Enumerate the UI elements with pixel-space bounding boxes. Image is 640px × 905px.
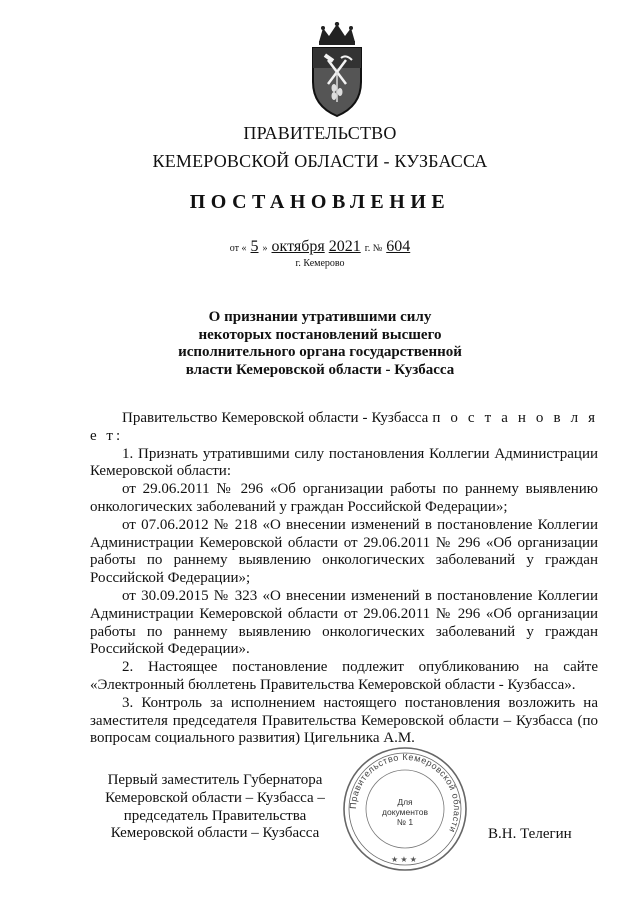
signatory-position-line: Первый заместитель Губернатора [107, 772, 323, 788]
signatory-position-line: Кемеровской области – Кузбасса [110, 825, 320, 842]
document-body [90, 410, 598, 748]
title-line: власти Кемеровской области - Кузбасса [185, 361, 455, 378]
government-name-line2: КЕМЕРОВСКОЙ ОБЛАСТИ - КУЗБАССА [152, 151, 488, 171]
document-title [150, 309, 490, 379]
signatory-position-line: Кемеровской области – Кузбасса – [105, 789, 325, 806]
date-from-label: от « [229, 243, 247, 254]
stamp-inner-line: № 1 [396, 817, 414, 827]
title-line: О признании утратившими силу [208, 309, 432, 325]
title-line: исполнительного органа государственной [178, 344, 462, 360]
svg-text:★ ★ ★: ★ ★ ★ [391, 855, 417, 864]
document-number: 604 [386, 238, 411, 255]
body-paragraph-1: 1. Признать утратившими силу постановления Коллегии Администрации Кемеровской области: [90, 445, 598, 480]
coat-of-arms-emblem [297, 22, 377, 118]
body-paragraph-1a: от 29.06.2011 № 296 «Об организации работы по раннему выявлению онкологических заболеваний у граждан Российской Федерации»; [90, 481, 598, 515]
signatory-position-line: председатель Правительства [123, 807, 307, 824]
date-month: октября [271, 238, 325, 255]
signatory-position [90, 772, 340, 843]
stamp-ring-text: Правительство Кемеровской области [347, 751, 463, 835]
body-paragraph-1b: от 07.06.2012 № 218 «О внесении изменений в постановление Коллегии Администрации Кемеровской области от 29.06.2011 № 296 «Об организации работы по раннему выявлению онкологических заболеваний у граждан Российской Федерации»; [90, 516, 598, 587]
body-paragraph-1c: от 30.09.2015 № 323 «О внесении изменений в постановление Коллегии Администрации Кемеровской области от 29.06.2011 № 296 «Об организации работы по раннему выявлению онкологических заболеваний у граждан Российской Федерации». [90, 587, 598, 658]
document-dateline [0, 238, 640, 256]
date-day: 5 [250, 238, 259, 255]
stamp-inner-line: документов [382, 807, 428, 817]
date-year: 2021 [328, 238, 361, 255]
title-line: некоторых постановлений высшего [198, 326, 442, 343]
signatory-name: В.Н. Телегин [488, 826, 572, 842]
government-name-line1: ПРАВИТЕЛЬСТВО [243, 123, 397, 143]
stamp-inner-text [373, 797, 437, 837]
body-paragraph-2: 2. Настоящее постановление подлежит опубликованию на сайте «Электронный бюллетень Правительства Кемеровской области - Кузбасса». [90, 659, 598, 693]
stamp-inner-line: Для [397, 797, 413, 807]
document-city: г. Кемерово [295, 258, 345, 269]
body-intro-paragraph [90, 410, 598, 446]
body-intro-text: Правительство Кемеровской области - Кузбасса [122, 410, 429, 426]
document-type-heading: ПОСТАНОВЛЕНИЕ [189, 191, 451, 213]
date-year-suffix: г. № [364, 243, 383, 254]
body-intro-decree-word: п о с т а н о в л я е т: [90, 410, 598, 444]
body-paragraph-3: 3. Контроль за исполнением настоящего постановления возложить на заместителя председателя Правительства Кемеровской области – Кузбасса (по вопросам социального развития) Цигельника А.М. [90, 694, 598, 747]
date-close-quote: » [262, 243, 268, 254]
